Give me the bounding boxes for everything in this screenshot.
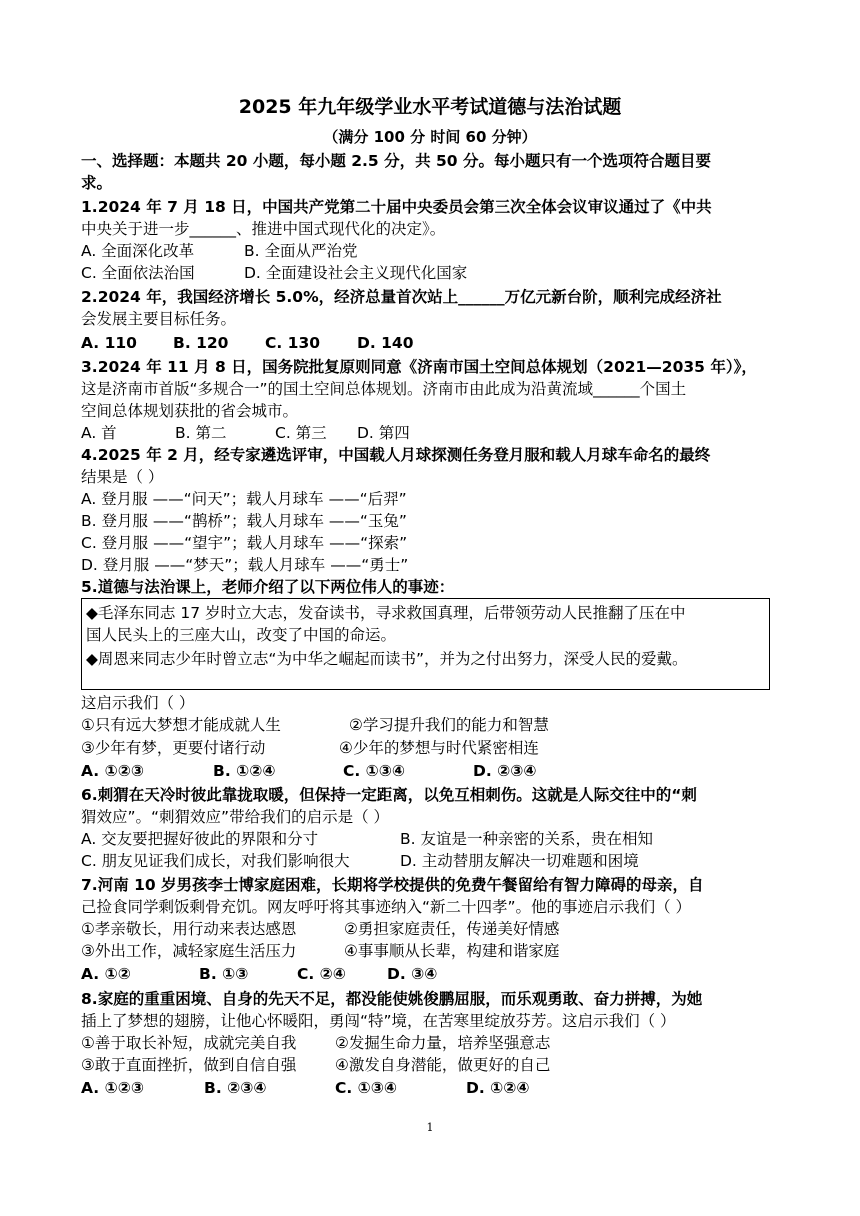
q1-line1 xyxy=(81,196,783,218)
page-number: 1 xyxy=(426,1121,434,1134)
q8-option-c: C. ①③④ xyxy=(335,1079,398,1097)
q3-text-line1: 2024 年 11 月 8 日，国务院批复原则同意《济南市国土空间总体规划（2021—2035 年）》， xyxy=(97,358,757,376)
q2-options xyxy=(81,332,783,354)
q7-statements-row2 xyxy=(81,940,783,962)
q8-options xyxy=(81,1077,783,1099)
q5-stem: 道德与法治课上，老师介绍了以下两位伟人的事迹： xyxy=(97,578,455,596)
q8-statement-4: ④激发自身潜能，做更好的自己 xyxy=(335,1056,551,1074)
section-instruction-line2: 求。 xyxy=(81,174,113,192)
q1-number: 1. xyxy=(81,198,98,216)
section-instruction-line1: 一、选择题：本题共 20 小题，每小题 2.5 分，共 50 分。每小题只有一个选项符合题目要 xyxy=(81,152,711,170)
q6-options-row2 xyxy=(81,850,783,872)
q8-statements-row2 xyxy=(81,1054,783,1076)
q7-options xyxy=(81,963,783,985)
q5-options xyxy=(81,760,783,782)
q2-line2: 会发展主要目标任务。 xyxy=(81,310,237,328)
q5-statement-3: ③少年有梦，更要付诸行动 xyxy=(81,739,266,757)
q1-option-b: B. 全面从严治党 xyxy=(244,242,358,260)
q3-option-c: C. 第三 xyxy=(275,424,327,442)
q5-option-c: C. ①③④ xyxy=(343,762,406,780)
q8-text-line1: 家庭的重重困境、自身的先天不足，都没能使姚俊鹏屈服，而乐观勇敢、奋力拼搏，为她 xyxy=(97,990,703,1008)
q5-option-b: B. ①②④ xyxy=(213,762,276,780)
q5-statements-row2 xyxy=(81,737,783,759)
q7-option-a: A. ①② xyxy=(81,965,131,983)
q3-line3: 空间总体规划获批的省会城市。 xyxy=(81,402,299,420)
q2-option-a: A. 110 xyxy=(81,334,137,352)
q6-line1 xyxy=(81,784,783,806)
q2-option-d: D. 140 xyxy=(357,334,414,352)
exam-subtitle: （满分 100 分 时间 60 分钟） xyxy=(323,128,537,146)
q7-statement-4: ④事事顺从长辈，构建和谐家庭 xyxy=(344,942,560,960)
q6-option-a: A. 交友要把握好彼此的界限和分寸 xyxy=(81,830,319,848)
q7-statement-3: ③外出工作，减轻家庭生活压力 xyxy=(81,942,297,960)
q5-prompt: 这启示我们（ ） xyxy=(81,694,195,712)
q2-option-c: C. 130 xyxy=(265,334,321,352)
q4-option-c: C. 登月服 ——“望宇”；载人月球车 ——“探索” xyxy=(81,534,408,552)
q8-option-b: B. ②③④ xyxy=(204,1079,267,1097)
q8-statement-2: ②发掘生命力量，培养坚强意志 xyxy=(335,1034,551,1052)
q2-line1 xyxy=(81,286,783,308)
q5-box-line3: ◆周恩来同志少年时曾立志“为中华之崛起而读书”，并为之付出努力，深受人民的爱戴。 xyxy=(86,650,688,668)
q3-line2: 这是济南市首版“多规合一”的国土空间总体规划。济南市由此成为沿黄流域______个国土 xyxy=(81,380,687,398)
q7-option-d: D. ③④ xyxy=(387,965,438,983)
q7-line2: 己捡食同学剩饭剩骨充饥。网友呼吁将其事迹纳入“新二十四孝”。他的事迹启示我们（ ） xyxy=(81,898,691,916)
q6-line2: 猬效应”。“刺猬效应”带给我们的启示是（ ） xyxy=(81,808,390,826)
q7-statements-row1 xyxy=(81,918,783,940)
q7-option-c: C. ②④ xyxy=(297,965,346,983)
q7-option-b: B. ①③ xyxy=(199,965,249,983)
q2-number: 2. xyxy=(81,288,98,306)
q4-line2: 结果是（ ） xyxy=(81,468,164,486)
q6-number: 6. xyxy=(81,786,98,804)
q3-options xyxy=(81,422,783,444)
q6-option-b: B. 友谊是一种亲密的关系，贵在相知 xyxy=(400,830,653,848)
q3-option-d: D. 第四 xyxy=(357,424,410,442)
q2-option-b: B. 120 xyxy=(173,334,229,352)
q4-option-a: A. 登月服 ——“问天”；载人月球车 ——“后羿” xyxy=(81,490,407,508)
q6-option-d: D. 主动替朋友解决一切难题和困境 xyxy=(400,852,639,870)
q5-option-d: D. ②③④ xyxy=(473,762,537,780)
q8-number: 8. xyxy=(81,990,98,1008)
q4-option-d: D. 登月服 ——“梦天”；载人月球车 ——“勇士” xyxy=(81,556,409,574)
q2-text-line1: 2024 年，我国经济增长 5.0%，经济总量首次站上______万亿元新台阶，顺利完成经济社 xyxy=(97,288,722,306)
q6-text-line1: 刺猬在天冷时彼此靠拢取暖，但保持一定距离，以免互相刺伤。这就是人际交往中的“刺 xyxy=(97,786,697,804)
q1-option-a: A. 全面深化改革 xyxy=(81,242,195,260)
q4-line1 xyxy=(81,444,783,466)
q1-line2: 中央关于进一步______、推进中国式现代化的决定》。 xyxy=(81,220,446,238)
q6-option-c: C. 朋友见证我们成长，对我们影响很大 xyxy=(81,852,350,870)
q5-statement-1: ①只有远大梦想才能成就人生 xyxy=(81,716,281,734)
q4-number: 4. xyxy=(81,446,98,464)
q8-statements-row1 xyxy=(81,1032,783,1054)
q1-option-c: C. 全面依法治国 xyxy=(81,264,195,282)
q1-option-d: D. 全面建设社会主义现代化国家 xyxy=(244,264,468,282)
q3-option-b: B. 第二 xyxy=(175,424,227,442)
q3-option-a: A. 首 xyxy=(81,424,117,442)
q4-text-line1: 2025 年 2 月，经专家遴选评审，中国载人月球探测任务登月服和载人月球车命名的最终 xyxy=(97,446,711,464)
q5-number: 5. xyxy=(81,578,98,596)
q5-statement-2: ②学习提升我们的能力和智慧 xyxy=(349,716,549,734)
q7-statement-2: ②勇担家庭责任，传递美好情感 xyxy=(344,920,560,938)
q5-option-a: A. ①②③ xyxy=(81,762,144,780)
q5-statements-row1 xyxy=(81,714,783,736)
q6-options-row1 xyxy=(81,828,783,850)
q7-statement-1: ①孝亲敬长，用行动来表达感恩 xyxy=(81,920,297,938)
q8-statement-1: ①善于取长补短，成就完美自我 xyxy=(81,1034,297,1052)
q5-box-line2: 国人民头上的三座大山，改变了中国的命运。 xyxy=(86,626,397,644)
q4-option-b: B. 登月服 ——“鹊桥”；载人月球车 ——“玉兔” xyxy=(81,512,407,530)
q8-line1 xyxy=(81,988,783,1010)
q3-number: 3. xyxy=(81,358,98,376)
exam-title: 2025 年九年级学业水平考试道德与法治试题 xyxy=(238,96,622,118)
q7-line1 xyxy=(81,874,783,896)
q5-box-line1: ◆毛泽东同志 17 岁时立大志，发奋读书，寻求救国真理，后带领劳动人民推翻了压在中 xyxy=(86,604,686,622)
q8-option-d: D. ①②④ xyxy=(466,1079,530,1097)
q7-number: 7. xyxy=(81,876,98,894)
q3-line1 xyxy=(81,356,783,378)
q5-statement-4: ④少年的梦想与时代紧密相连 xyxy=(339,739,539,757)
q8-statement-3: ③敢于直面挫折，做到自信自强 xyxy=(81,1056,297,1074)
q8-line2: 插上了梦想的翅膀，让他心怀暖阳，勇闯“特”境，在苦寒里绽放芬芳。这启示我们（ ） xyxy=(81,1012,676,1030)
q7-text-line1: 河南 10 岁男孩李士博家庭困难，长期将学校提供的免费午餐留给有智力障碍的母亲，自 xyxy=(97,876,704,894)
q1-text-line1: 2024 年 7 月 18 日，中国共产党第二十届中央委员会第三次全体会议审议通过了《中共 xyxy=(97,198,712,216)
q8-option-a: A. ①②③ xyxy=(81,1079,144,1097)
q1-options-row1 xyxy=(81,240,783,262)
q5-line1 xyxy=(81,576,783,598)
q1-options-row2 xyxy=(81,262,783,284)
